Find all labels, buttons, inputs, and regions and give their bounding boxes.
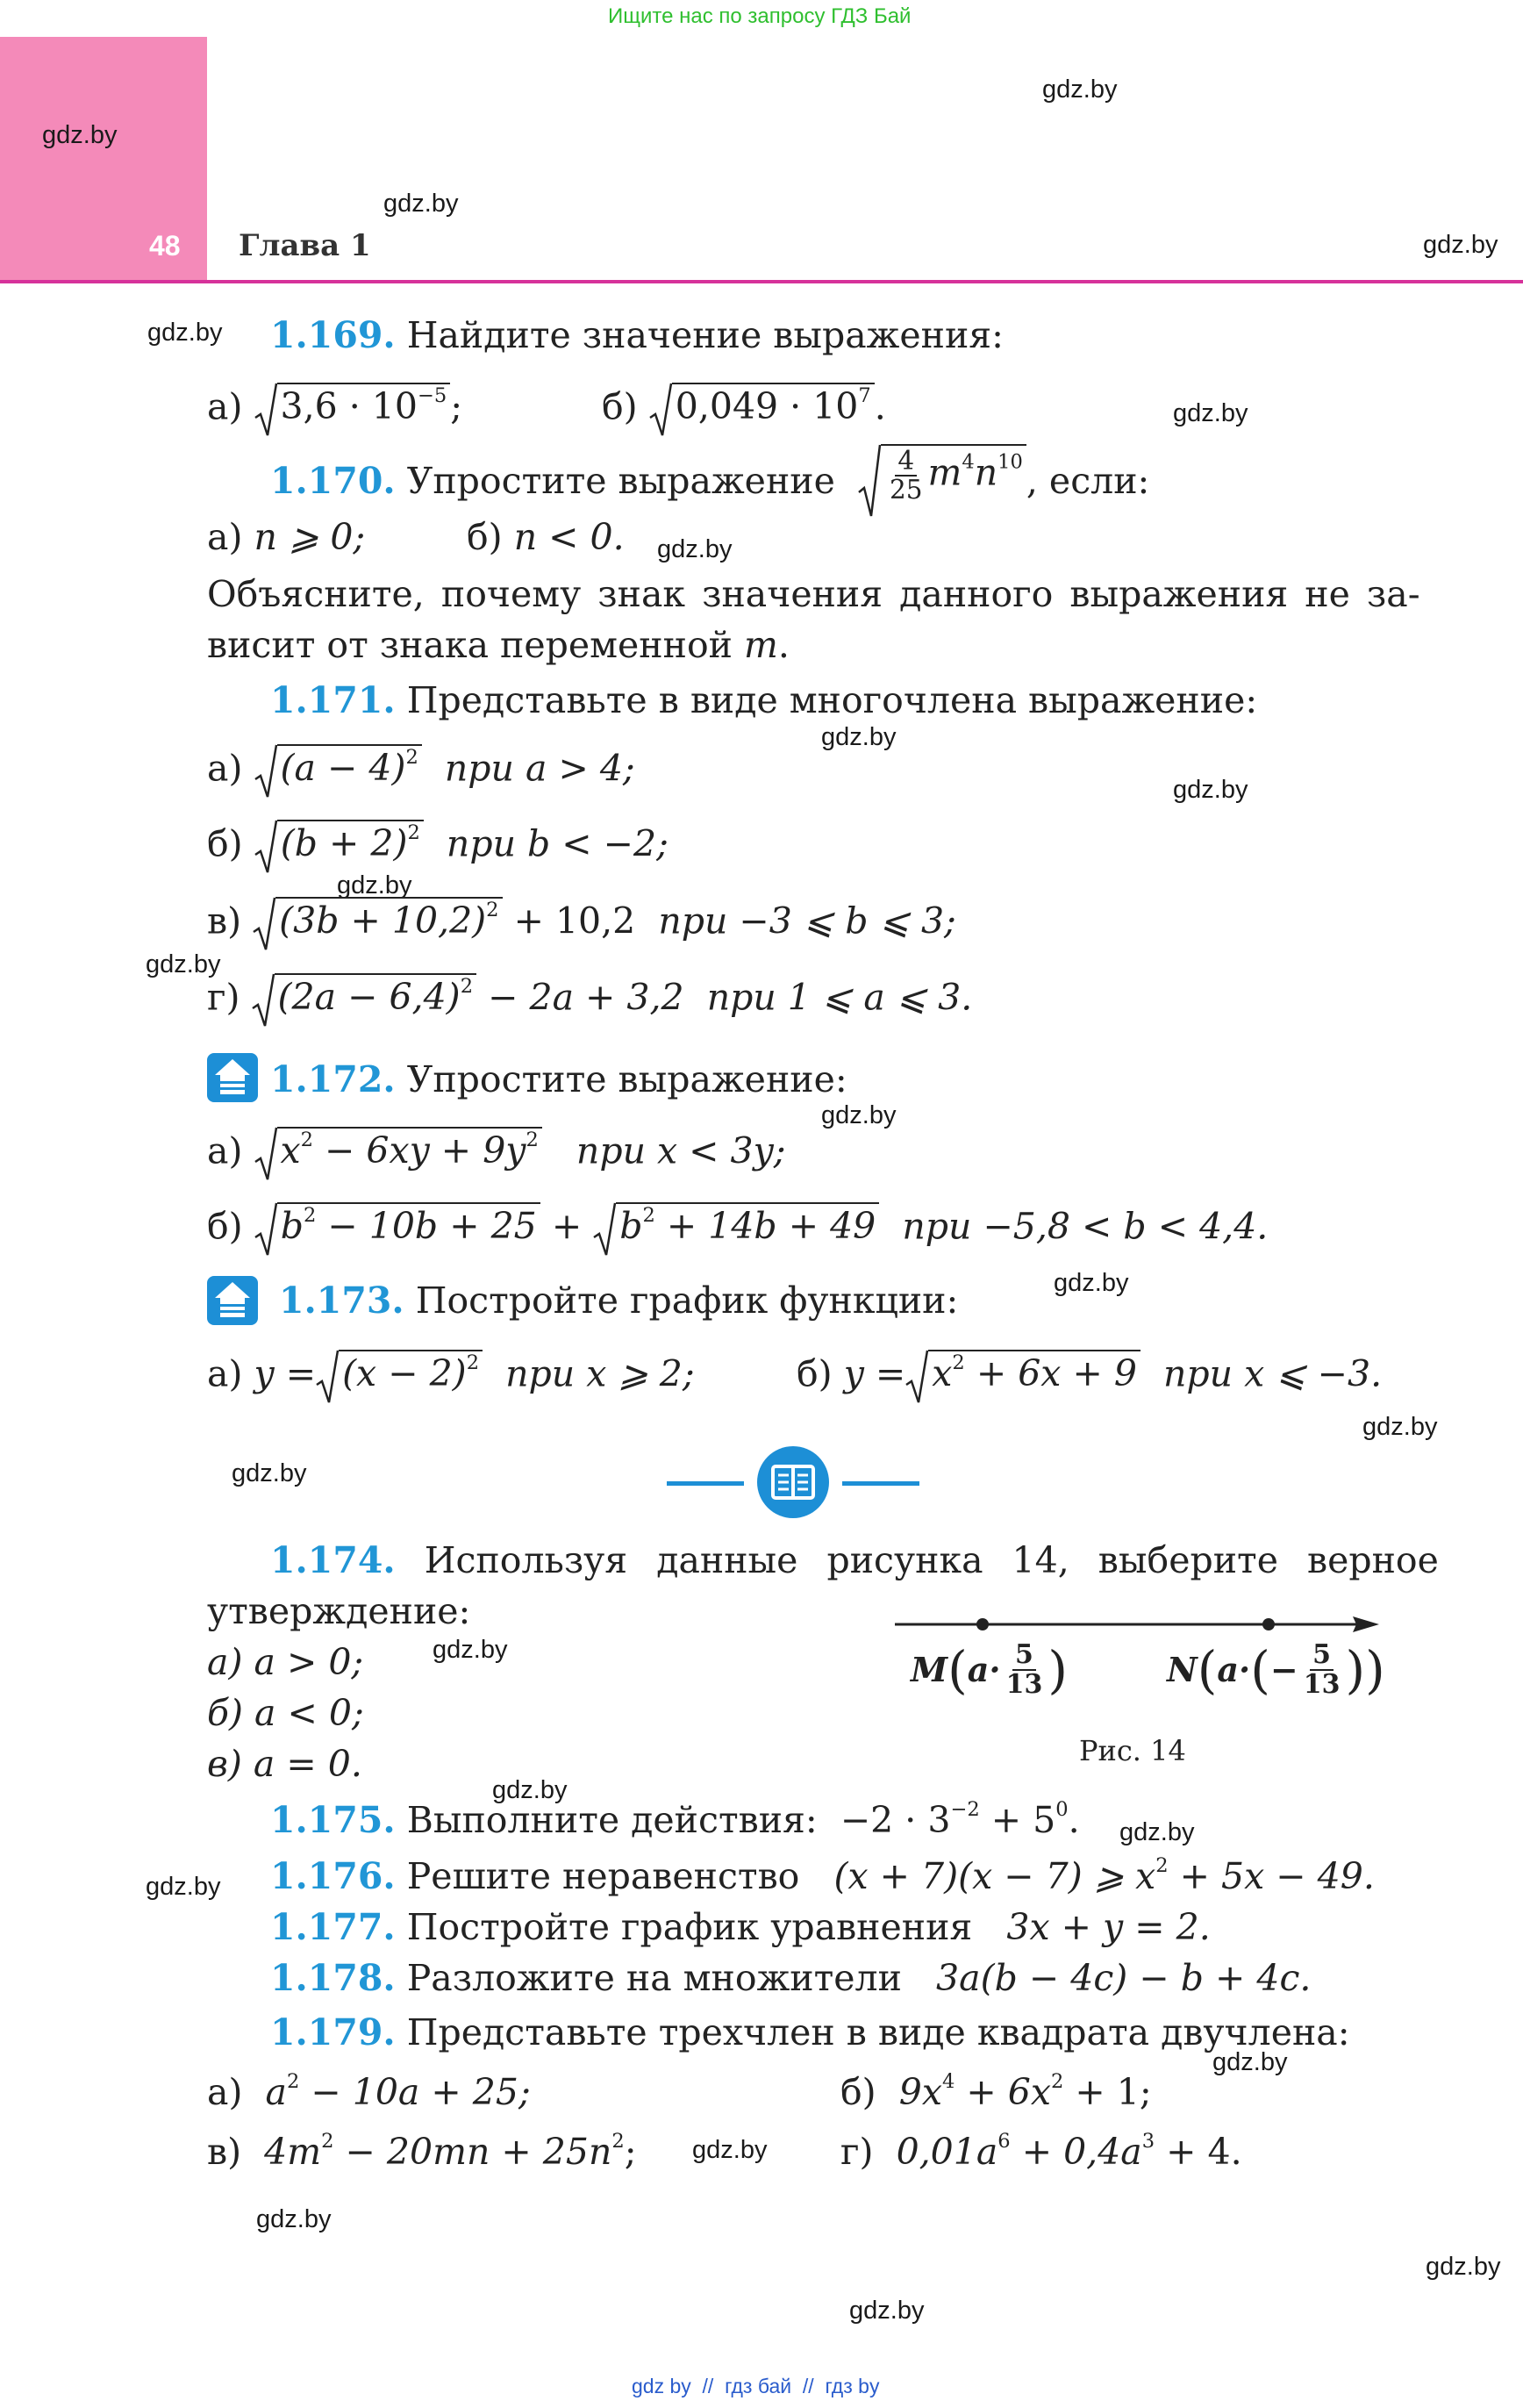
watermark: gdz.by (337, 871, 412, 899)
task-1-172-a: а) $x^2 - 6xy + 9y^2$ при x < 3y; (207, 1127, 786, 1181)
task-1-174-a: а) a > 0; (207, 1641, 364, 1683)
task-1-173-b: б) y = $x^2 + 6x + 9$ при x ⩽ −3. (797, 1350, 1382, 1404)
fraction: $\frac{4}{25}$ (889, 446, 923, 505)
item-label: а) (207, 385, 243, 428)
task-number: 1.171. (270, 679, 396, 721)
point-n-label: N ( a · ( − $\frac{5}{13}$ )) (1167, 1639, 1385, 1700)
task-number: 1.175. (270, 1799, 396, 1841)
task-number: 1.173. (279, 1279, 404, 1322)
task-1-170-b: б) n < 0. (467, 516, 625, 558)
house-icon (207, 1053, 258, 1102)
task-number: 1.169. (270, 314, 396, 356)
watermark: gdz.by (1426, 2253, 1501, 2281)
page-number: 48 (149, 230, 181, 262)
task-text: Найдите значение выражения: (406, 314, 1004, 356)
task-1-177: 1.177. Постройте график уравнения 3x + y = 2. (270, 1906, 1211, 1948)
task-1-169-title (270, 314, 1004, 356)
figure-caption: Рис. 14 (1079, 1734, 1186, 1767)
task-number: 1.177. (270, 1906, 396, 1948)
item-label: б) (602, 385, 638, 428)
task-number: 1.179. (270, 2011, 396, 2053)
watermark: gdz.by (1173, 399, 1248, 427)
task-number: 1.172. (270, 1058, 396, 1100)
task-1-172-b: б) $b^2 - 10b + 25$ + $b^2 + 14b + 49$ при −5,8 < b < 4,4. (207, 1202, 1268, 1257)
section-divider (667, 1446, 919, 1520)
top-banner: Ищите нас по запросу ГДЗ Бай (608, 4, 912, 28)
point-m (976, 1618, 989, 1630)
task-1-169-b: б) $0,049 \cdot 10^7$ . (602, 383, 886, 437)
task-1-170-explain-1: Объясните, почему знак значения данного выражения не за- (207, 573, 1420, 615)
task-1-170-title: 1.170. Упростите выражение $\frac{4}{25}$ $m^4n^{10}$ , если: (270, 444, 1149, 518)
task-1-179-d: г) $0,01a^6 + 0,4a^3 + 4$. (840, 2129, 1242, 2173)
point-m-label: M ( a · $\frac{5}{13}$ ) (911, 1639, 1068, 1700)
task-number: 1.178. (270, 1957, 396, 1999)
watermark: gdz.by (42, 121, 118, 149)
task-1-173-title: 1.173. Постройте график функции: (279, 1279, 959, 1322)
radical: $3,6 \cdot 10^{-5}$ (254, 383, 451, 437)
task-1-174-text2: утверждение: (207, 1590, 471, 1632)
watermark: gdz.by (657, 535, 733, 563)
footer-links: gdz by // гдз бай // гдз by (632, 2375, 880, 2397)
task-1-176: 1.176. Решите неравенство (x + 7)(x − 7) ⩾ $x^2 + 5x - 49$. (270, 1853, 1375, 1897)
open-book-icon (757, 1446, 829, 1518)
watermark: gdz.by (1119, 1818, 1195, 1846)
task-1-179-b: б) $9x^4 + 6x^2 + 1$; (840, 2069, 1152, 2113)
watermark: gdz.by (1042, 75, 1118, 104)
watermark: gdz.by (232, 1459, 307, 1487)
task-1-173-a: а) y = $(x - 2)^2$ при x ⩾ 2; (207, 1350, 695, 1404)
watermark: gdz.by (492, 1776, 568, 1804)
task-1-174-b: б) a < 0; (207, 1692, 364, 1734)
watermark: gdz.by (821, 723, 897, 751)
task-1-179-a: а) $a^2 - 10a + 25$; (207, 2069, 531, 2113)
watermark: gdz.by (821, 1101, 897, 1129)
header-rule (0, 280, 1523, 283)
watermark: gdz.by (433, 1636, 508, 1664)
task-1-169-a: а) $3,6 \cdot 10^{-5}$ ; (207, 383, 462, 437)
task-1-174-title: 1.174. Используя данные рисунка 14, выберите верное (270, 1539, 1439, 1581)
point-n (1262, 1618, 1275, 1630)
watermark: gdz.by (1054, 1269, 1129, 1297)
task-number: 1.176. (270, 1855, 396, 1897)
task-1-170-explain-2: висит от знака переменной m. (207, 624, 790, 666)
task-1-178: 1.178. Разложите на множители 3a(b − 4c) − b + 4c. (270, 1957, 1312, 1999)
watermark: gdz.by (146, 1873, 221, 1901)
watermark: gdz.by (692, 2136, 768, 2164)
radical: $\frac{4}{25}$ $m^4n^{10}$ (858, 444, 1026, 518)
task-1-172-title: 1.172. Упростите выражение: (270, 1058, 847, 1100)
task-1-170-a: а) n ⩾ 0; (207, 516, 366, 558)
watermark: gdz.by (1212, 2048, 1288, 2076)
watermark: gdz.by (147, 319, 223, 347)
task-1-171-c: в) $(3b + 10,2)^2$ + 10,2 при −3 ⩽ b ⩽ 3; (207, 897, 956, 951)
house-icon (207, 1276, 258, 1325)
task-1-171-b: б) $(b + 2)^2$ при b < −2; (207, 820, 669, 874)
watermark: gdz.by (849, 2297, 925, 2325)
task-1-174-c: в) a = 0. (207, 1743, 362, 1785)
task-1-171-a: а) $(a - 4)^2$ при a > 4; (207, 744, 635, 799)
task-1-171-title: 1.171. Представьте в виде многочлена выражение: (270, 679, 1258, 721)
watermark: gdz.by (1423, 231, 1498, 259)
chapter-title: Глава 1 (239, 228, 371, 263)
number-line-figure (888, 1611, 1379, 1638)
watermark: gdz.by (146, 950, 221, 978)
task-1-175: 1.175. Выполните действия: $-2 \cdot 3^{-2} + 5^0$. (270, 1797, 1080, 1841)
task-number: 1.170. (270, 459, 396, 502)
watermark: gdz.by (256, 2205, 332, 2233)
watermark: gdz.by (383, 190, 459, 218)
watermark: gdz.by (1173, 776, 1248, 804)
task-1-171-d: г) $(2a - 6,4)^2$ − 2a + 3,2 при 1 ⩽ a ⩽ 3. (207, 973, 972, 1028)
task-number: 1.174. (270, 1539, 396, 1581)
radical: $0,049 \cdot 10^7$ (649, 383, 875, 437)
task-1-179-title: 1.179. Представьте трехчлен в виде квадрата двучлена: (270, 2011, 1350, 2053)
task-1-179-c: в) $4m^2 - 20mn + 25n^2$; (207, 2129, 637, 2173)
watermark: gdz.by (1362, 1413, 1438, 1441)
